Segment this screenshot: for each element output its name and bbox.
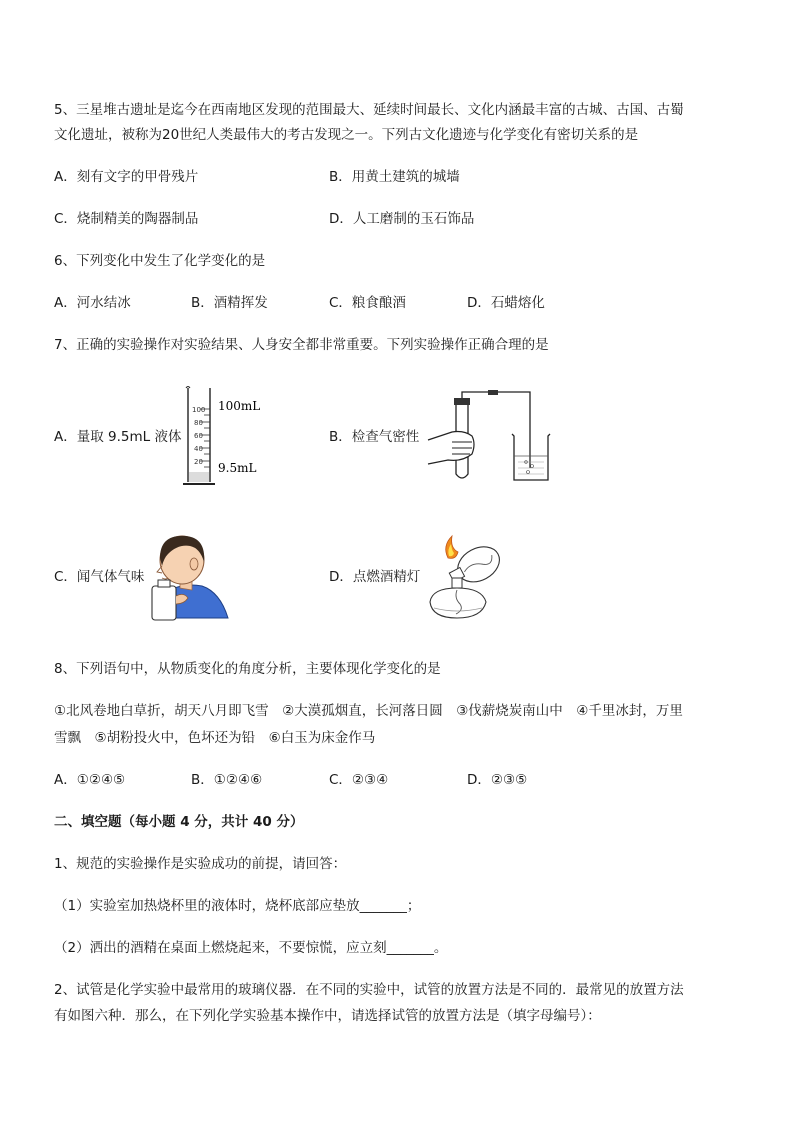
q8-option-b: B．①②④⑥ [191, 772, 263, 788]
q5-option-a: A．刻有文字的甲骨残片 [54, 169, 199, 185]
airtightness-check-figure [428, 388, 558, 488]
f2-stem-line1: 2、试管是化学实验中最常用的玻璃仪器．在不同的实验中，试管的放置方法是不同的．最常见的放置方法 [54, 982, 684, 998]
q8-option-c: C．②③④ [329, 772, 389, 788]
f1-sub2: （2）洒出的酒精在桌面上燃烧起来，不要惊慌，应立刻_______。 [54, 940, 448, 956]
cylinder-tick-100: 100 [192, 406, 206, 414]
q5-option-d: D．人工磨制的玉石饰品 [329, 211, 475, 227]
q6-stem: 6、下列变化中发生了化学变化的是 [54, 253, 266, 269]
q8-statements-line1: ①北风卷地白草折，胡天八月即飞雪 ②大漠孤烟直，长河落日圆 ③伐薪烧炭南山中 ④千里冰封，万里 [54, 703, 683, 719]
q5-option-b: B．用黄土建筑的城墙 [329, 169, 460, 185]
smelling-gas-figure [150, 532, 232, 622]
q5-stem-line1: 5、三星堆古遗址是迄今在西南地区发现的范围最大、延续时间最长、文化内涵最丰富的古城、古国、古蜀 [54, 102, 684, 118]
f1-sub1: （1）实验室加热烧杯里的液体时，烧杯底部应垫放_______； [54, 898, 421, 914]
q7-option-c: C．闻气体气味 [54, 569, 145, 585]
q5-stem-line2: 文化遗址，被称为20世纪人类最伟大的考古发现之一。下列古文化遗迹与化学变化有密切关系的是 [54, 127, 639, 143]
lighting-alcohol-lamp-figure [420, 534, 510, 622]
q7-option-d: D．点燃酒精灯 [329, 569, 421, 585]
f2-stem-line2: 有如图六种．那么，在下列化学实验基本操作中，请选择试管的放置方法是（填字母编号）： [54, 1008, 601, 1024]
cylinder-reading-label: 9.5mL [218, 461, 257, 475]
q8-statements-line2: 雪飘 ⑤胡粉投火中，色坏还为铅 ⑥白玉为床金作马 [54, 730, 376, 746]
q8-stem: 8、下列语句中，从物质变化的角度分析，主要体现化学变化的是 [54, 661, 441, 677]
graduated-cylinder-figure [180, 384, 270, 489]
q6-option-c: C．粮食酿酒 [329, 295, 406, 311]
cylinder-tick-60: 60 [194, 432, 203, 440]
f1-stem: 1、规范的实验操作是实验成功的前提，请回答： [54, 856, 347, 872]
q7-option-b: B．检查气密性 [329, 429, 420, 445]
q6-option-d: D．石蜡熔化 [467, 295, 545, 311]
q8-option-a: A．①②④⑤ [54, 772, 126, 788]
cylinder-tick-20: 20 [194, 458, 203, 466]
q7-stem: 7、正确的实验操作对实验结果、人身安全都非常重要。下列实验操作正确合理的是 [54, 337, 549, 353]
cylinder-tick-40: 40 [194, 445, 203, 453]
q6-option-a: A．河水结冰 [54, 295, 131, 311]
q8-option-d: D．②③⑤ [467, 772, 528, 788]
section-heading: 二、填空题（每小题 4 分，共计 40 分） [54, 814, 304, 830]
cylinder-capacity-label: 100mL [218, 399, 261, 413]
q7-option-a: A．量取 9.5mL 液体 [54, 429, 182, 445]
q5-option-c: C．烧制精美的陶器制品 [54, 211, 199, 227]
cylinder-tick-80: 80 [194, 419, 203, 427]
q6-option-b: B．酒精挥发 [191, 295, 268, 311]
